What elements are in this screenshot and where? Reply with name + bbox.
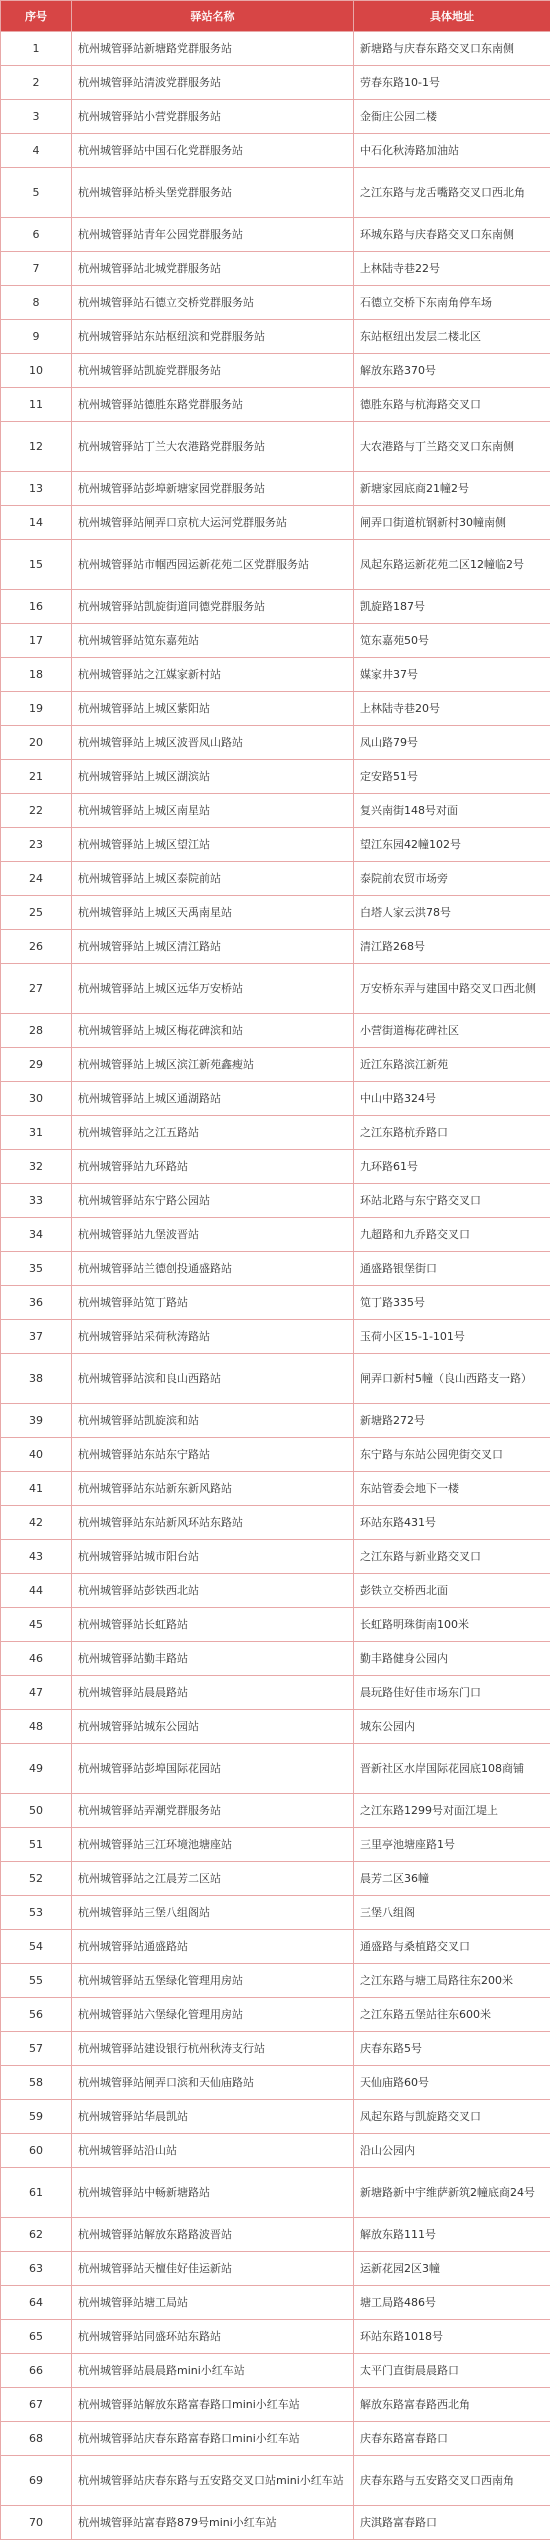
station-name: 杭州城管驿站东站新风环站东路站 [72,1506,354,1540]
table-row [1,590,550,624]
row-index: 32 [1,1150,72,1184]
table-row [1,1354,550,1404]
station-address: 沿山公园内 [354,2134,550,2168]
row-index: 2 [1,66,72,100]
table-row [1,2320,550,2354]
table-row [1,624,550,658]
station-address: 万安桥东弄与建国中路交叉口西北侧 [354,964,550,1014]
table-row [1,1964,550,1998]
station-name: 杭州城管驿站九堡波晋站 [72,1218,354,1252]
table-row [1,1862,550,1896]
station-name: 杭州城管驿站三江环境池塘座站 [72,1828,354,1862]
station-address: 石德立交桥下东南角停车场 [354,286,550,320]
station-address: 劳春东路10-1号 [354,66,550,100]
station-address: 庆春东路富春路口 [354,2422,550,2456]
station-address: 之江东路与塘工局路往东200米 [354,1964,550,1998]
table-row [1,1048,550,1082]
table-row [1,828,550,862]
table-row [1,1014,550,1048]
station-name: 杭州城管驿站通盛路站 [72,1930,354,1964]
table-row [1,896,550,930]
station-name: 杭州城管驿站凯旋街道同德党群服务站 [72,590,354,624]
table-row [1,2100,550,2134]
row-index: 15 [1,540,72,590]
table-row [1,218,550,252]
row-index: 59 [1,2100,72,2134]
station-address: 上林陆寺巷22号 [354,252,550,286]
table-row [1,930,550,964]
station-name: 杭州城管驿站之江五路站 [72,1116,354,1150]
station-address: 凤山路79号 [354,726,550,760]
table-row [1,2354,550,2388]
row-index: 40 [1,1438,72,1472]
table-row [1,1608,550,1642]
header-index: 序号 [1,1,72,32]
row-index: 44 [1,1574,72,1608]
row-index: 34 [1,1218,72,1252]
station-address: 泰院前农贸市场旁 [354,862,550,896]
station-address: 定安路51号 [354,760,550,794]
row-index: 55 [1,1964,72,1998]
table-row [1,1930,550,1964]
station-address: 环城东路与庆春路交叉口东南侧 [354,218,550,252]
row-index: 48 [1,1710,72,1744]
station-name: 杭州城管驿站东宁路公园站 [72,1184,354,1218]
station-address: 解放东路111号 [354,2218,550,2252]
table-row [1,1540,550,1574]
station-name: 杭州城管驿站采荷秋涛路站 [72,1320,354,1354]
table-row [1,2286,550,2320]
table-row [1,388,550,422]
table-row [1,100,550,134]
header-row [1,1,550,32]
station-address: 通盛路与桑植路交叉口 [354,1930,550,1964]
station-name: 杭州城管驿站六堡绿化管理用房站 [72,1998,354,2032]
row-index: 67 [1,2388,72,2422]
header-station-name: 驿站名称 [72,1,354,32]
station-address: 新塘路与庆春东路交叉口东南侧 [354,32,550,66]
station-address: 太平门直街晨晨路口 [354,2354,550,2388]
station-name: 杭州城管驿站青年公园党群服务站 [72,218,354,252]
station-name: 杭州城管驿站天檀佳好佳运新站 [72,2252,354,2286]
station-address: 长虹路明珠街南100米 [354,1608,550,1642]
station-name: 杭州城管驿站上城区南星站 [72,794,354,828]
station-name: 杭州城管驿站上城区滨江新苑鑫瘦站 [72,1048,354,1082]
station-name: 杭州城管驿站滨和良山西路站 [72,1354,354,1404]
row-index: 50 [1,1794,72,1828]
row-index: 29 [1,1048,72,1082]
table-row [1,422,550,472]
table-row [1,862,550,896]
row-index: 62 [1,2218,72,2252]
station-address: 望江东园42幢102号 [354,828,550,862]
row-index: 3 [1,100,72,134]
table-row [1,1286,550,1320]
row-index: 64 [1,2286,72,2320]
station-name: 杭州城管驿站长虹路站 [72,1608,354,1642]
row-index: 30 [1,1082,72,1116]
station-address: 塘工局路486号 [354,2286,550,2320]
station-address: 解放东路370号 [354,354,550,388]
header-address: 具体地址 [354,1,550,32]
station-address: 之江东路1299号对面江堤上 [354,1794,550,1828]
station-name: 杭州城管驿站丁兰大农港路党群服务站 [72,422,354,472]
station-address: 三堡八组阁 [354,1896,550,1930]
row-index: 52 [1,1862,72,1896]
table-row [1,2388,550,2422]
station-address: 小营街道梅花碑社区 [354,1014,550,1048]
table-row [1,2066,550,2100]
table-row [1,2506,550,2540]
table-row [1,2218,550,2252]
row-index: 5 [1,168,72,218]
station-name: 杭州城管驿站市帼西园运新花苑二区党群服务站 [72,540,354,590]
station-name: 杭州城管驿站晨晨路站 [72,1676,354,1710]
table-row [1,1320,550,1354]
station-name: 杭州城管驿站清波党群服务站 [72,66,354,100]
station-address: 环站东路431号 [354,1506,550,1540]
row-index: 54 [1,1930,72,1964]
row-index: 19 [1,692,72,726]
row-index: 25 [1,896,72,930]
row-index: 16 [1,590,72,624]
station-name: 杭州城管驿站上城区泰院前站 [72,862,354,896]
station-name: 杭州城管驿站凯旋滨和站 [72,1404,354,1438]
row-index: 9 [1,320,72,354]
table-row [1,1744,550,1794]
table-row [1,252,550,286]
station-address: 新塘家园底商21幢2号 [354,472,550,506]
station-name: 杭州城管驿站建设银行杭州秋涛支行站 [72,2032,354,2066]
row-index: 47 [1,1676,72,1710]
row-index: 8 [1,286,72,320]
row-index: 41 [1,1472,72,1506]
table-row [1,472,550,506]
station-address: 庆淇路富春路口 [354,2506,550,2540]
row-index: 38 [1,1354,72,1404]
station-address: 之江东路五堡站往东600米 [354,1998,550,2032]
table-row [1,760,550,794]
station-name: 杭州城管驿站晨晨路mini小红车站 [72,2354,354,2388]
row-index: 24 [1,862,72,896]
table-row [1,1896,550,1930]
station-address: 城东公园内 [354,1710,550,1744]
table-row [1,1252,550,1286]
table-row [1,1794,550,1828]
station-address: 上林陆寺巷20号 [354,692,550,726]
row-index: 21 [1,760,72,794]
table-row [1,506,550,540]
station-address: 金衙庄公园二楼 [354,100,550,134]
station-name: 杭州城管驿站同盛环站东路站 [72,2320,354,2354]
station-name: 杭州城管驿站之江晨芳二区站 [72,1862,354,1896]
row-index: 57 [1,2032,72,2066]
row-index: 39 [1,1404,72,1438]
table-row [1,1828,550,1862]
station-name: 杭州城管驿站上城区通湖路站 [72,1082,354,1116]
row-index: 17 [1,624,72,658]
station-name: 杭州城管驿站笕东嘉苑站 [72,624,354,658]
table-row [1,1150,550,1184]
station-address: 庆春东路5号 [354,2032,550,2066]
table-row [1,1642,550,1676]
table-row [1,2032,550,2066]
row-index: 63 [1,2252,72,2286]
row-index: 51 [1,1828,72,1862]
row-index: 23 [1,828,72,862]
station-address: 新塘路新中宇维萨新筑2幢底商24号 [354,2168,550,2218]
row-index: 12 [1,422,72,472]
station-address: 东站枢纽出发层二楼北区 [354,320,550,354]
station-name: 杭州城管驿站彭铁西北站 [72,1574,354,1608]
station-address: 之江东路杭乔路口 [354,1116,550,1150]
row-index: 31 [1,1116,72,1150]
table-row [1,1574,550,1608]
table-row [1,32,550,66]
table-row [1,1404,550,1438]
station-address: 之江东路与龙舌嘴路交叉口西北角 [354,168,550,218]
table-row [1,1184,550,1218]
row-index: 7 [1,252,72,286]
station-name: 杭州城管驿站华晨凯站 [72,2100,354,2134]
table-row [1,1676,550,1710]
station-name: 杭州城管驿站九环路站 [72,1150,354,1184]
station-name: 杭州城管驿站石德立交桥党群服务站 [72,286,354,320]
table-header [1,1,550,32]
station-name: 杭州城管驿站上城区梅花碑滨和站 [72,1014,354,1048]
station-address: 三里亭池塘座路1号 [354,1828,550,1862]
station-name: 杭州城管驿站城东公园站 [72,1710,354,1744]
table-row [1,692,550,726]
station-name: 杭州城管驿站兰德创投通盛路站 [72,1252,354,1286]
table-row [1,1506,550,1540]
station-name: 杭州城管驿站东站枢纽滨和党群服务站 [72,320,354,354]
station-address: 中石化秋涛路加油站 [354,134,550,168]
row-index: 70 [1,2506,72,2540]
station-name: 杭州城管驿站新塘路党群服务站 [72,32,354,66]
station-name: 杭州城管驿站闸弄口京杭大运河党群服务站 [72,506,354,540]
station-name: 杭州城管驿站沿山站 [72,2134,354,2168]
station-address: 晨玩路佳好佳市场东门口 [354,1676,550,1710]
row-index: 6 [1,218,72,252]
station-name: 杭州城管驿站五堡绿化管理用房站 [72,1964,354,1998]
table-row [1,1438,550,1472]
station-address: 庆春东路与五安路交叉口西南角 [354,2456,550,2506]
station-address: 环站北路与东宁路交叉口 [354,1184,550,1218]
station-name: 杭州城管驿站小营党群服务站 [72,100,354,134]
station-address: 闸弄口新村5幢（良山西路支一路） [354,1354,550,1404]
row-index: 11 [1,388,72,422]
station-address: 复兴南街148号对面 [354,794,550,828]
station-name: 杭州城管驿站庆春东路富春路口mini小红车站 [72,2422,354,2456]
row-index: 36 [1,1286,72,1320]
row-index: 18 [1,658,72,692]
table-body [1,32,550,2540]
station-name: 杭州城管驿站闸弄口滨和天仙庙路站 [72,2066,354,2100]
station-name: 杭州城管驿站三堡八组阁站 [72,1896,354,1930]
station-name: 杭州城管驿站笕丁路站 [72,1286,354,1320]
table-row [1,964,550,1014]
table-row [1,2168,550,2218]
station-name: 杭州城管驿站庆春东路与五安路交叉口站mini小红车站 [72,2456,354,2506]
row-index: 45 [1,1608,72,1642]
row-index: 46 [1,1642,72,1676]
station-address: 新塘路272号 [354,1404,550,1438]
row-index: 66 [1,2354,72,2388]
table-row [1,134,550,168]
station-name: 杭州城管驿站上城区远华万安桥站 [72,964,354,1014]
table-row [1,286,550,320]
station-name: 杭州城管驿站解放东路路波晋站 [72,2218,354,2252]
station-name: 杭州城管驿站上城区望江站 [72,828,354,862]
table-row [1,2252,550,2286]
station-name: 杭州城管驿站北城党群服务站 [72,252,354,286]
table-row [1,1116,550,1150]
station-name: 杭州城管驿站东站东宁路站 [72,1438,354,1472]
table-row [1,1998,550,2032]
station-name: 杭州城管驿站勤丰路站 [72,1642,354,1676]
station-name: 杭州城管驿站上城区波晋凤山路站 [72,726,354,760]
station-name: 杭州城管驿站之江媒家新村站 [72,658,354,692]
table-row [1,354,550,388]
table-row [1,2456,550,2506]
row-index: 28 [1,1014,72,1048]
table-row [1,1218,550,1252]
station-address: 九超路和九乔路交叉口 [354,1218,550,1252]
station-address: 凤起东路运新花苑二区12幢临2号 [354,540,550,590]
table-row [1,168,550,218]
table-row [1,2134,550,2168]
station-address: 之江东路与新业路交叉口 [354,1540,550,1574]
row-index: 1 [1,32,72,66]
station-address: 笕丁路335号 [354,1286,550,1320]
table-row [1,1082,550,1116]
station-address: 晋新社区水岸国际花园底108商铺 [354,1744,550,1794]
station-name: 杭州城管驿站富春路879号mini小红车站 [72,2506,354,2540]
station-address: 凯旋路187号 [354,590,550,624]
station-name: 杭州城管驿站解放东路富春路口mini小红车站 [72,2388,354,2422]
table-row [1,66,550,100]
station-address: 环站东路1018号 [354,2320,550,2354]
row-index: 13 [1,472,72,506]
station-address: 勤丰路健身公园内 [354,1642,550,1676]
row-index: 26 [1,930,72,964]
row-index: 27 [1,964,72,1014]
station-address: 笕东嘉苑50号 [354,624,550,658]
station-address: 媒家井37号 [354,658,550,692]
row-index: 33 [1,1184,72,1218]
station-address: 解放东路富春路西北角 [354,2388,550,2422]
table-row [1,1710,550,1744]
row-index: 53 [1,1896,72,1930]
row-index: 10 [1,354,72,388]
row-index: 14 [1,506,72,540]
table-row [1,794,550,828]
station-name: 杭州城管驿站东站新东新风路站 [72,1472,354,1506]
station-name: 杭州城管驿站弄潮党群服务站 [72,1794,354,1828]
row-index: 20 [1,726,72,760]
table-row [1,540,550,590]
row-index: 61 [1,2168,72,2218]
row-index: 4 [1,134,72,168]
station-address: 彭铁立交桥西北面 [354,1574,550,1608]
station-name: 杭州城管驿站中国石化党群服务站 [72,134,354,168]
row-index: 35 [1,1252,72,1286]
station-name: 杭州城管驿站塘工局站 [72,2286,354,2320]
station-address: 德胜东路与杭海路交叉口 [354,388,550,422]
station-address: 闸弄口街道杭钢新村30幢南侧 [354,506,550,540]
row-index: 56 [1,1998,72,2032]
row-index: 22 [1,794,72,828]
station-address: 近江东路滨江新苑 [354,1048,550,1082]
table-row [1,2422,550,2456]
row-index: 42 [1,1506,72,1540]
table-row [1,726,550,760]
row-index: 58 [1,2066,72,2100]
station-address: 玉荷小区15-1-101号 [354,1320,550,1354]
station-address: 天仙庙路60号 [354,2066,550,2100]
station-address: 晨芳二区36幢 [354,1862,550,1896]
row-index: 37 [1,1320,72,1354]
station-address: 运新花园2区3幢 [354,2252,550,2286]
station-name: 杭州城管驿站德胜东路党群服务站 [72,388,354,422]
station-address: 东站管委会地下一楼 [354,1472,550,1506]
row-index: 69 [1,2456,72,2506]
station-name: 杭州城管驿站城市阳台站 [72,1540,354,1574]
table-row [1,1472,550,1506]
station-name: 杭州城管驿站桥头堡党群服务站 [72,168,354,218]
station-name: 杭州城管驿站上城区紫阳站 [72,692,354,726]
row-index: 49 [1,1744,72,1794]
station-name: 杭州城管驿站彭埠新塘家园党群服务站 [72,472,354,506]
row-index: 65 [1,2320,72,2354]
station-address: 大农港路与丁兰路交叉口东南侧 [354,422,550,472]
row-index: 68 [1,2422,72,2456]
station-name: 杭州城管驿站上城区天禹南星站 [72,896,354,930]
station-address: 东宁路与东站公园兜街交叉口 [354,1438,550,1472]
station-address: 中山中路324号 [354,1082,550,1116]
station-address: 通盛路银堡街口 [354,1252,550,1286]
table-row [1,320,550,354]
station-address: 清江路268号 [354,930,550,964]
station-name: 杭州城管驿站中畅新塘路站 [72,2168,354,2218]
station-address: 九环路61号 [354,1150,550,1184]
station-name: 杭州城管驿站上城区湖滨站 [72,760,354,794]
station-address: 凤起东路与凯旋路交叉口 [354,2100,550,2134]
station-name: 杭州城管驿站彭埠国际花园站 [72,1744,354,1794]
table-row [1,658,550,692]
row-index: 60 [1,2134,72,2168]
station-name: 杭州城管驿站凯旋党群服务站 [72,354,354,388]
station-name: 杭州城管驿站上城区清江路站 [72,930,354,964]
row-index: 43 [1,1540,72,1574]
station-address: 白塔人家云洪78号 [354,896,550,930]
